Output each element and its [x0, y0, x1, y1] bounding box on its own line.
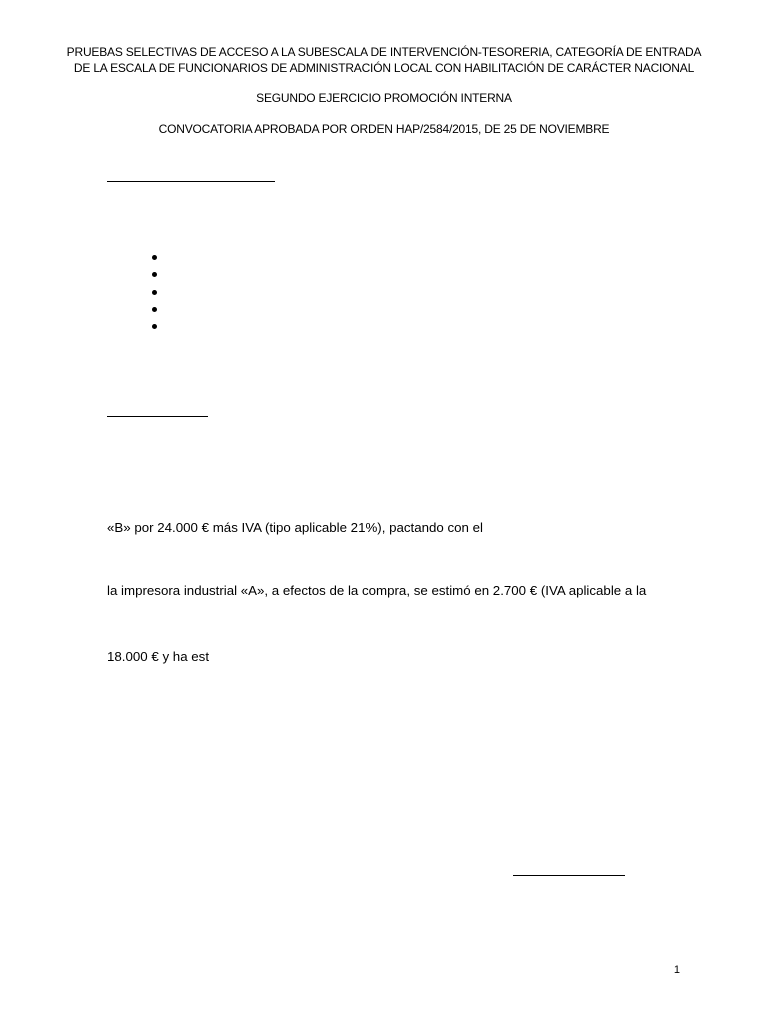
list-bullet — [152, 307, 157, 312]
heading-underline-3 — [513, 875, 625, 876]
header-title-line-2: DE LA ESCALA DE FUNCIONARIOS DE ADMINISTRACIÓN LOCAL CON HABILITACIÓN DE CARÁCTER NACIONAL — [73, 61, 695, 75]
header-title-line-1: PRUEBAS SELECTIVAS DE ACCESO A LA SUBESCALA DE INTERVENCIÓN-TESORERIA, CATEGORÍA DE ENTRADA — [66, 45, 702, 59]
list-bullet — [152, 290, 157, 295]
list-bullet — [152, 324, 157, 329]
body-paragraph-2: la impresora industrial «A», a efectos de la compra, se estimó en 2.700 € (IVA aplicable a la — [107, 583, 647, 598]
header-convocatoria: CONVOCATORIA APROBADA POR ORDEN HAP/2584/2015, DE 25 DE NOVIEMBRE — [158, 122, 610, 136]
body-paragraph-1: «B» por 24.000 € más IVA (tipo aplicable 21%), pactando con el — [107, 520, 484, 535]
page-number: 1 — [673, 964, 680, 976]
list-bullet — [152, 272, 157, 277]
body-paragraph-3: 18.000 € y ha est — [107, 649, 210, 664]
list-bullet — [152, 255, 157, 260]
heading-underline-1 — [107, 181, 275, 182]
header-exercise: SEGUNDO EJERCICIO PROMOCIÓN INTERNA — [256, 91, 512, 105]
heading-underline-2 — [107, 416, 208, 417]
